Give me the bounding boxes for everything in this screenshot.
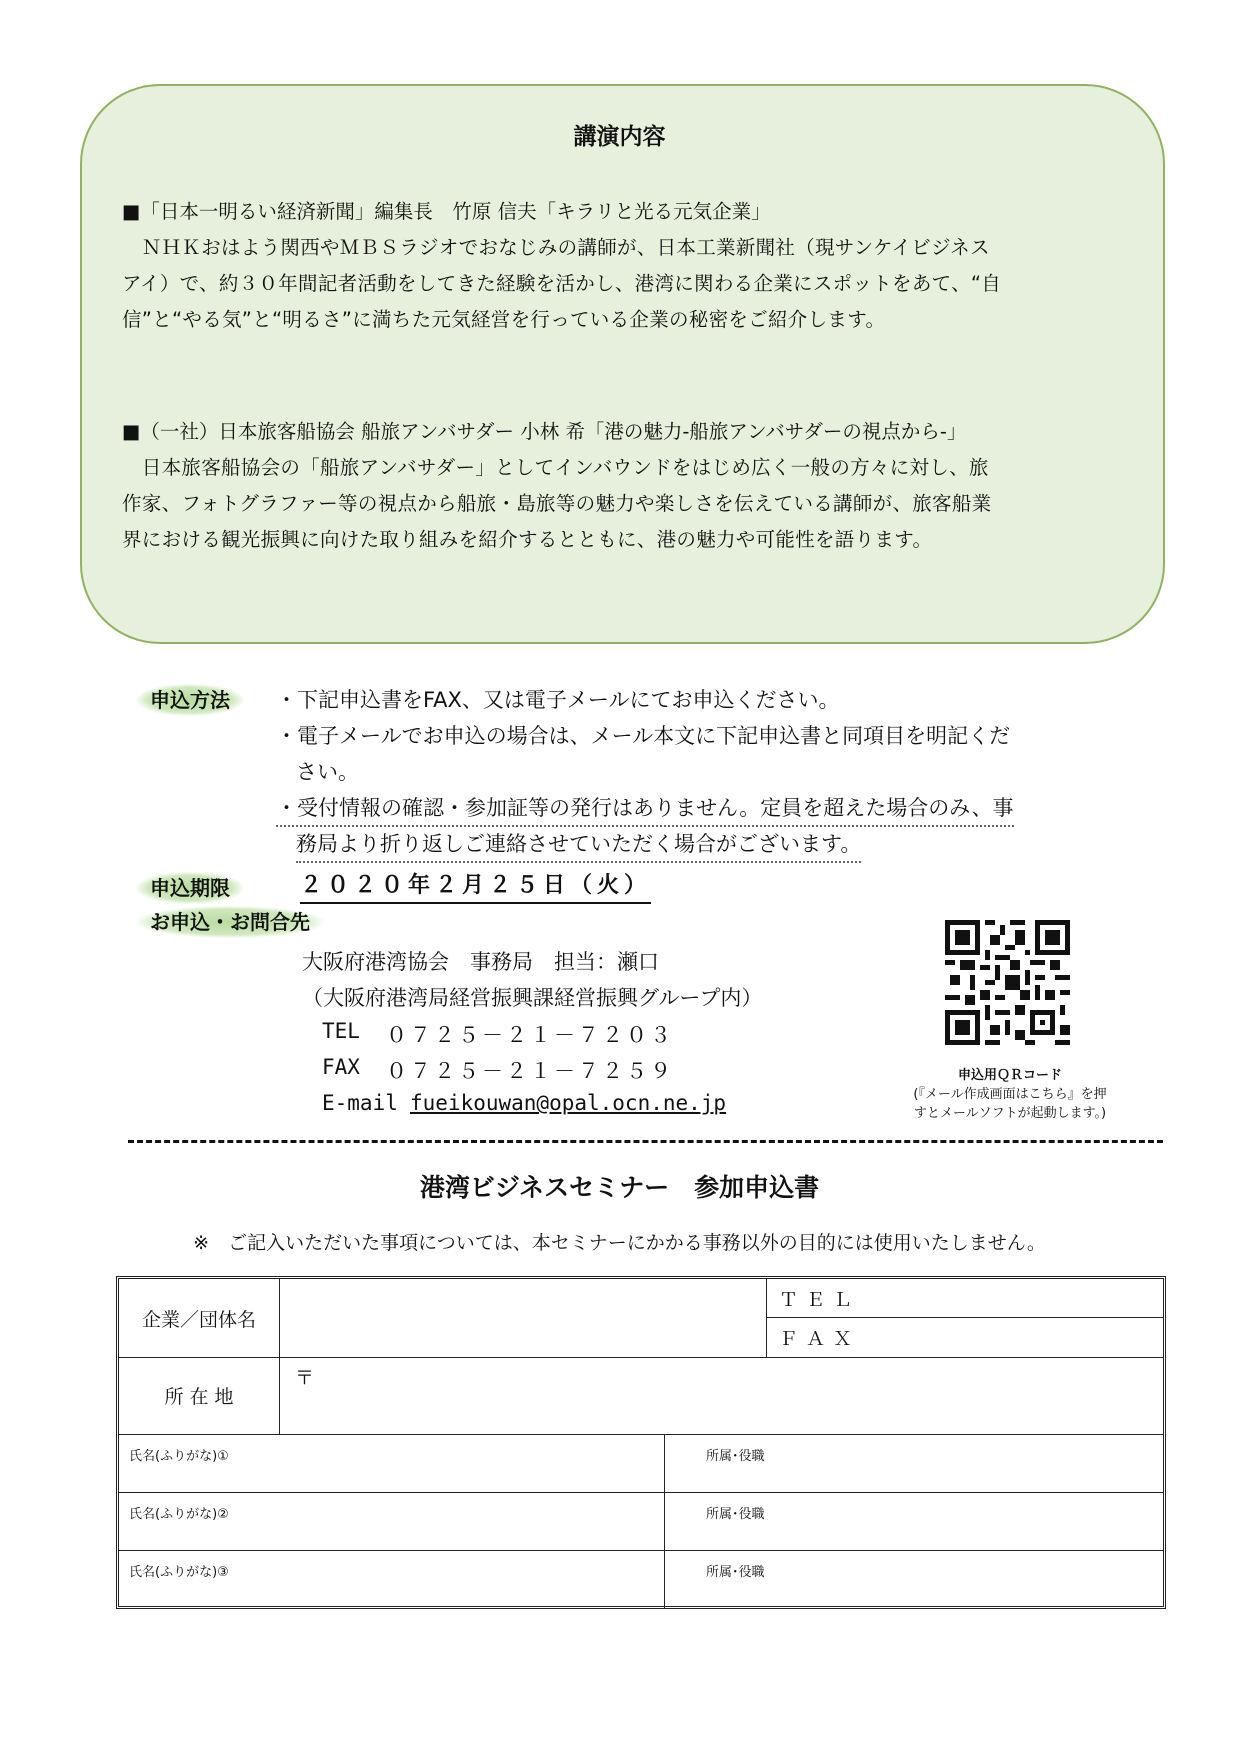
name-2-input[interactable] bbox=[119, 1493, 664, 1550]
method-line: ・電子メールでお申込の場合は、メール本文に下記申込書と同項目を明記くだ bbox=[276, 724, 1011, 748]
qr-caption-line: すとメールソフトが起動します。) bbox=[913, 1106, 1107, 1121]
lecture-item-2-title: ■（一社）日本旅客船協会 船旅アンバサダー 小林 希「港の魅力-船旅アンバサダーの視点から-」 bbox=[122, 420, 967, 443]
position-3-label: 所属･役職 bbox=[706, 1565, 765, 1580]
form-fax-label: ＦＡＸ bbox=[779, 1328, 861, 1350]
lecture-item-1-line: 信”と“やる気”と“明るさ”に満ちた元気経営を行っている企業の秘密をご紹介します。 bbox=[122, 308, 886, 331]
method-line: ・下記申込書をFAX、又は電子メールにてお申込ください。 bbox=[276, 688, 840, 712]
method-line: さい。 bbox=[296, 760, 359, 784]
deadline-value: ２０２０年２月２５日（火） bbox=[300, 870, 651, 904]
lecture-item-1-line: アイ）で、約３０年間記者活動をしてきた経験を活かし、港湾に関わる企業にスポットをあて、“自 bbox=[122, 272, 1002, 295]
qr-caption-title: 申込用ＱＲコード bbox=[957, 1068, 1062, 1083]
position-2-label: 所属･役職 bbox=[706, 1507, 765, 1522]
name-1-label: 氏名(ふりがな)① bbox=[129, 1449, 229, 1464]
method-line: 務局より折り返しご連絡させていただく場合がございます。 bbox=[296, 827, 861, 863]
position-1-input[interactable] bbox=[665, 1435, 1163, 1492]
method-label: 申込方法 bbox=[136, 684, 244, 716]
name-3-input[interactable] bbox=[119, 1551, 664, 1606]
tel-label: TEL bbox=[322, 1019, 360, 1043]
lecture-box bbox=[80, 84, 1165, 644]
form-fax-input[interactable] bbox=[767, 1318, 1163, 1357]
position-3-input[interactable] bbox=[665, 1551, 1163, 1606]
lecture-item-1-line: ＮＨＫおはよう関西やＭＢＳラジオでおなじみの講師が、日本工業新聞社（現サンケイビジネス bbox=[122, 236, 990, 259]
contact-dept: （大阪府港湾局経営振興課経営振興グループ内） bbox=[302, 986, 763, 1010]
name-1-input[interactable] bbox=[119, 1435, 664, 1492]
deadline-label: 申込期限 bbox=[136, 872, 244, 904]
contact-org: 大阪府港湾協会 事務局 担当：瀬口 bbox=[302, 950, 659, 974]
company-label: 企業／団体名 bbox=[141, 1308, 256, 1331]
contact-label: お申込・お問合先 bbox=[136, 906, 324, 938]
application-form-table bbox=[116, 1276, 1166, 1609]
email-link[interactable]: fueikouwan@opal.ocn.ne.jp bbox=[410, 1091, 727, 1115]
qr-caption-line: (『メール作成画面はこちら』を押 bbox=[913, 1087, 1107, 1102]
qr-code-icon[interactable] bbox=[945, 920, 1070, 1045]
name-2-label: 氏名(ふりがな)② bbox=[129, 1507, 229, 1522]
lecture-item-2-line: 日本旅客船協会の「船旅アンバサダー」としてインバウンドをはじめ広く一般の方々に対し、旅 bbox=[122, 456, 989, 479]
name-3-label: 氏名(ふりがな)③ bbox=[129, 1565, 229, 1580]
company-input[interactable] bbox=[280, 1279, 766, 1357]
lecture-item-2-line: 作家、フォトグラファー等の視点から船旅・島旅等の魅力や楽しさを伝えている講師が、旅客船業 bbox=[122, 492, 992, 515]
fax-label: FAX bbox=[322, 1055, 360, 1079]
address-input[interactable] bbox=[280, 1358, 1163, 1434]
form-tel-input[interactable] bbox=[767, 1279, 1163, 1317]
fax-value: ０７２５－２１－７２５９ bbox=[386, 1059, 674, 1083]
lecture-item-2-line: 界における観光振興に向けた取り組みを紹介するとともに、港の魅力や可能性を語ります。 bbox=[122, 528, 933, 551]
lecture-item-1-title: ■「日本一明るい経済新聞」編集長 竹原 信夫「キラリと光る元気企業」 bbox=[122, 200, 771, 223]
position-1-label: 所属･役職 bbox=[706, 1449, 765, 1464]
email-label: E-mail bbox=[322, 1091, 398, 1115]
postal-mark: 〒 bbox=[295, 1367, 315, 1389]
qr-caption bbox=[890, 1066, 1130, 1123]
form-note: ※ ご記入いただいた事項については、本セミナーにかかる事務以外の目的には使用いたしません。 bbox=[193, 1232, 1046, 1254]
address-label: 所 在 地 bbox=[164, 1386, 234, 1408]
position-2-input[interactable] bbox=[665, 1493, 1163, 1550]
cut-line bbox=[128, 1140, 1163, 1143]
form-tel-label: ＴＥＬ bbox=[779, 1289, 861, 1311]
method-line: ・受付情報の確認・参加証等の発行はありません。定員を超えた場合のみ、事 bbox=[276, 791, 1014, 827]
tel-value: ０７２５－２１－７２０３ bbox=[386, 1023, 674, 1047]
lecture-heading: 講演内容 bbox=[573, 124, 666, 150]
form-title: 港湾ビジネスセミナー 参加申込書 bbox=[419, 1173, 820, 1202]
